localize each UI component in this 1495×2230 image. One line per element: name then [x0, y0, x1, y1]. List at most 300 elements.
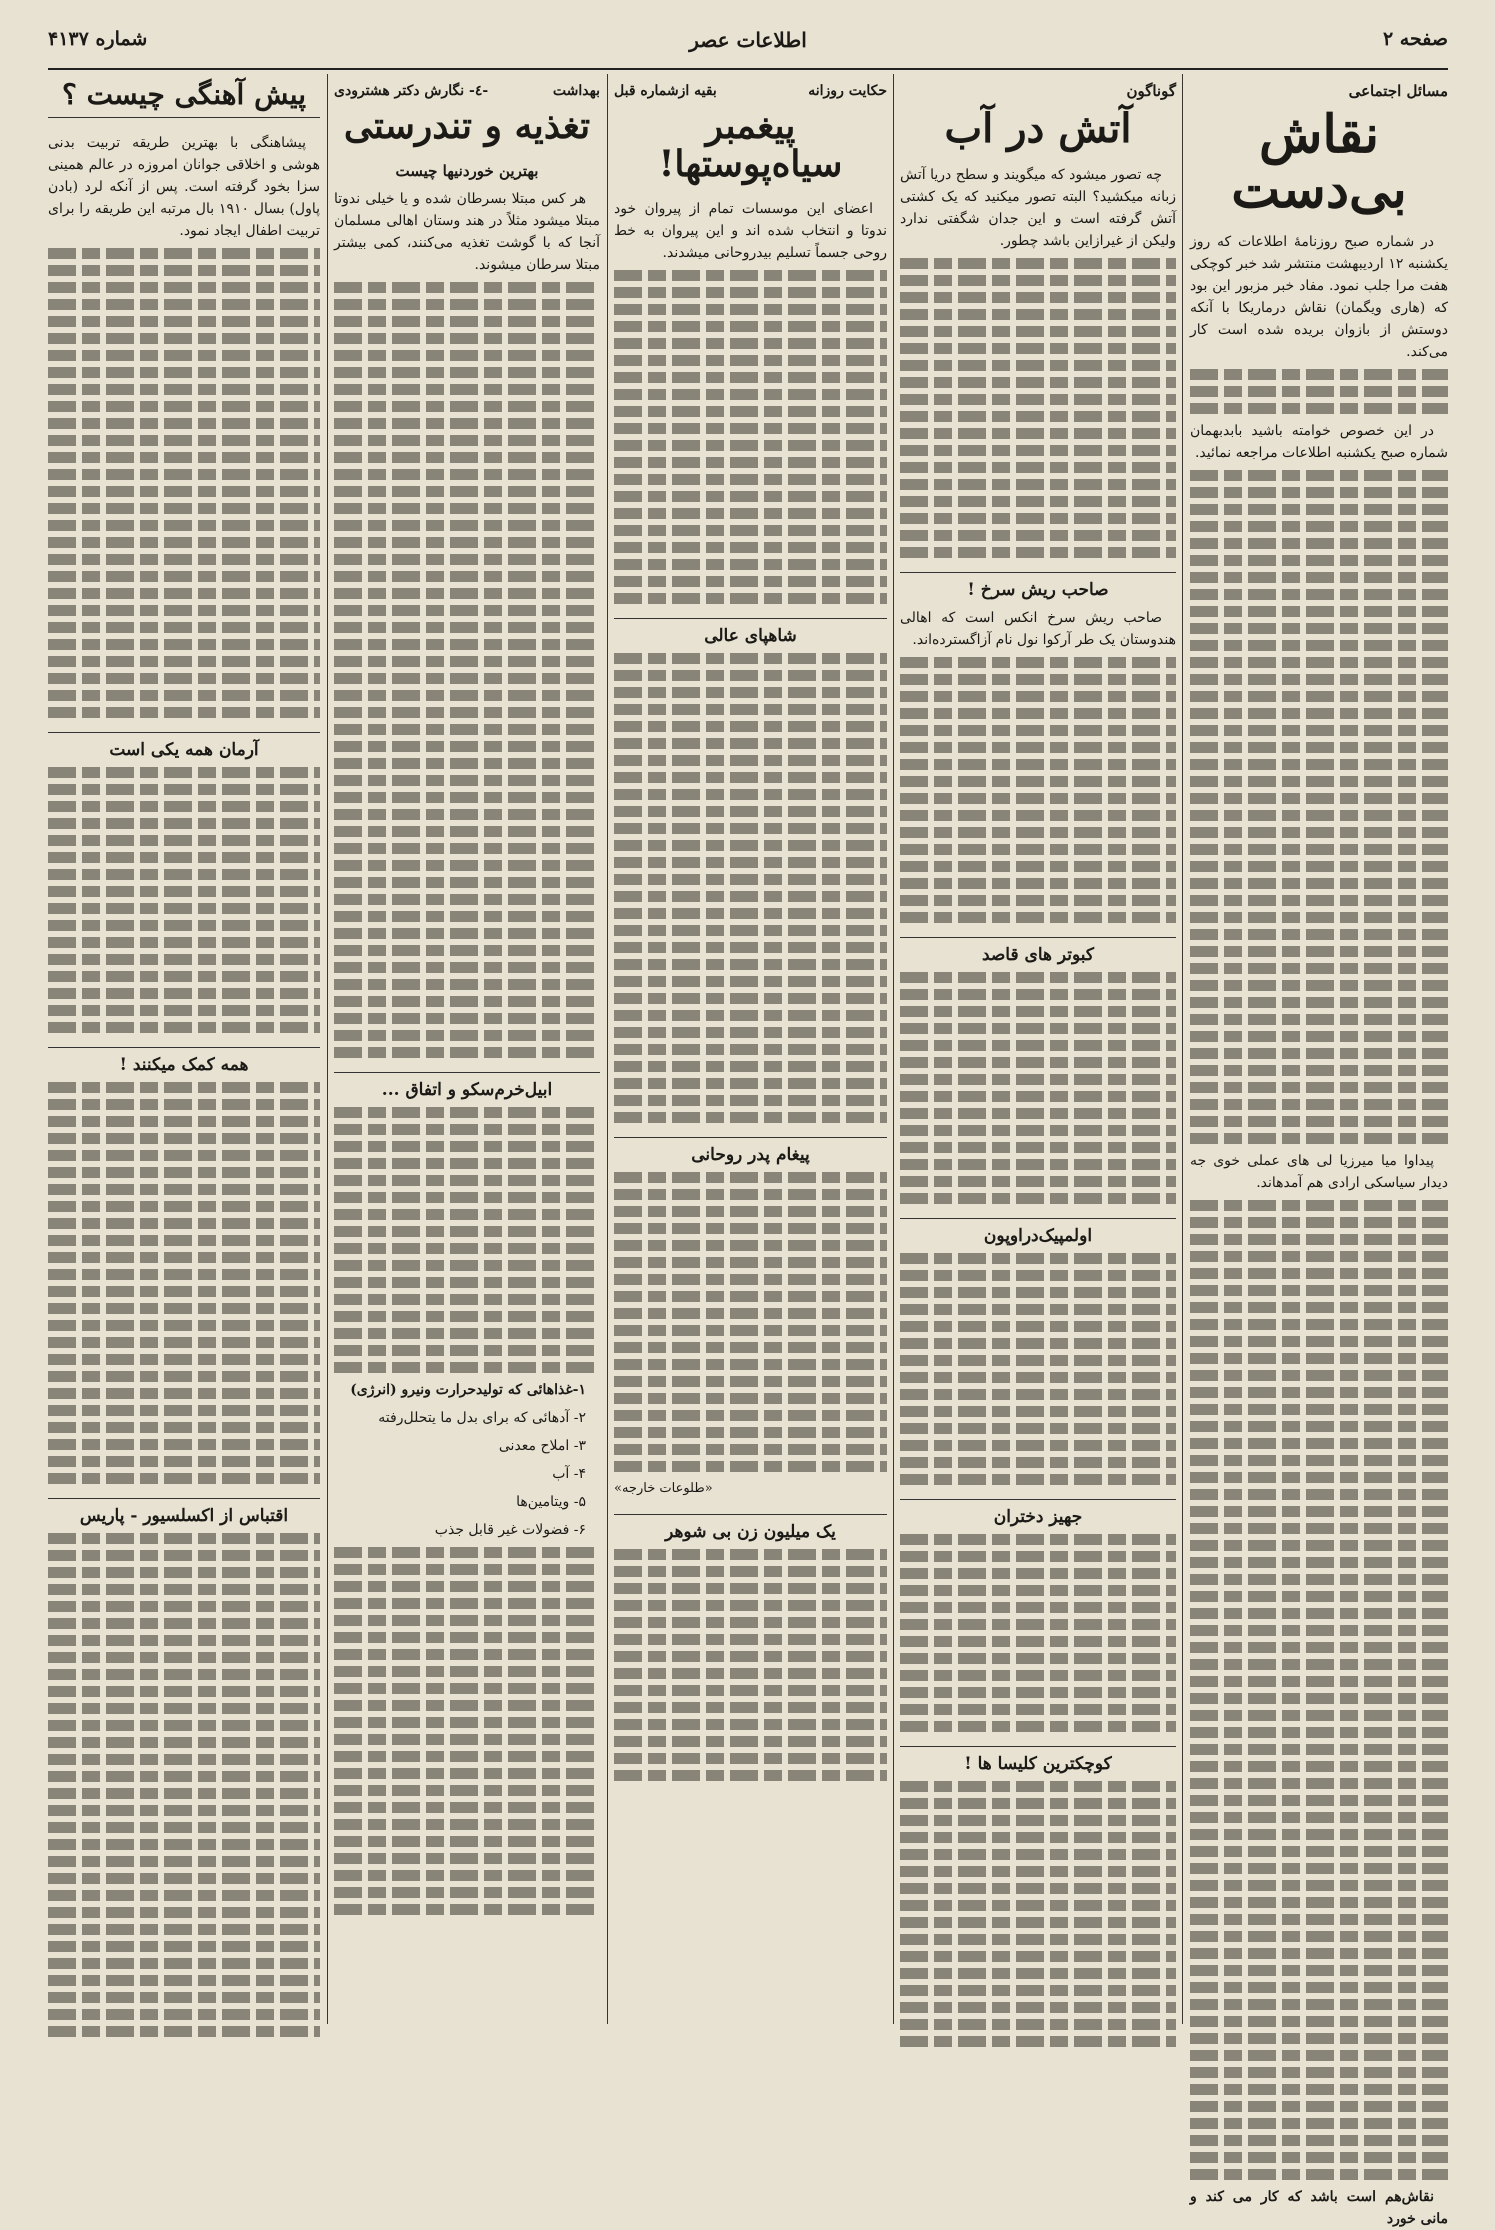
illegible-text — [1190, 1302, 1448, 1313]
illegible-text — [334, 1107, 600, 1118]
illegible-text — [1190, 1948, 1448, 1959]
illegible-text — [1190, 1557, 1448, 1568]
illegible-text — [900, 912, 1176, 923]
illegible-text — [48, 248, 320, 259]
illegible-text — [614, 687, 887, 698]
illegible-text — [614, 1061, 887, 1072]
illegible-text — [900, 1057, 1176, 1068]
illegible-text — [334, 1013, 600, 1024]
illegible-text — [334, 1277, 600, 1288]
illegible-text — [334, 724, 600, 735]
illegible-text — [614, 1078, 887, 1089]
illegible-text — [614, 704, 887, 715]
illegible-text — [900, 1193, 1176, 1204]
illegible-text — [334, 673, 600, 684]
illegible-text — [900, 275, 1176, 286]
illegible-text — [900, 972, 1176, 983]
section-kicker-row — [334, 80, 600, 102]
illegible-text — [614, 993, 887, 1004]
illegible-text — [900, 547, 1176, 558]
illegible-text — [48, 1924, 320, 1935]
illegible-text — [48, 1405, 320, 1416]
illegible-text — [614, 457, 887, 468]
illegible-text — [900, 1985, 1176, 1996]
illegible-text — [334, 1260, 600, 1271]
illegible-text — [900, 844, 1176, 855]
illegible-text — [1190, 1082, 1448, 1093]
illegible-text — [614, 1668, 887, 1679]
illegible-text — [334, 1141, 600, 1152]
illegible-text — [48, 971, 320, 982]
illegible-text — [334, 707, 600, 718]
illegible-text — [334, 1598, 600, 1609]
illegible-text — [334, 741, 600, 752]
illegible-text — [900, 1321, 1176, 1332]
illegible-text — [1190, 980, 1448, 991]
illegible-text — [1190, 2101, 1448, 2112]
illegible-text — [1190, 1319, 1448, 1330]
illegible-text — [614, 440, 887, 451]
illegible-text — [334, 350, 600, 361]
illegible-text — [614, 1189, 887, 1200]
illegible-text — [614, 542, 887, 553]
illegible-text — [48, 1907, 320, 1918]
illegible-text — [48, 1422, 320, 1433]
article-prophet-of-black-people — [614, 74, 887, 2029]
illegible-text — [1190, 589, 1448, 600]
illegible-text — [334, 1175, 600, 1186]
illegible-text — [334, 843, 600, 854]
closing-line: نقاش‌هم‌ است باشد که کار می کند و مانی‌ خورد — [1190, 2189, 1448, 2228]
illegible-text — [900, 1091, 1176, 1102]
illegible-text — [48, 886, 320, 897]
illegible-text — [614, 891, 887, 902]
paragraph: چه تصور میشود که میگویند و سطح دریا آتش زبانه میکشید؟ البته تصور میکنید که یک کشتی آتش گرفته است و این جدان شگفتی ندارد ولیکن از غیرازاین باشد چطور. — [900, 167, 1176, 249]
illegible-text — [1190, 1048, 1448, 1059]
illegible-text — [334, 435, 600, 446]
illegible-text — [334, 1717, 600, 1728]
column-rule — [607, 74, 608, 2024]
illegible-text — [334, 333, 600, 344]
illegible-text — [614, 1410, 887, 1421]
illegible-text — [48, 1371, 320, 1382]
headline: پیش آهنگی چیست ؟ — [48, 80, 320, 118]
illegible-text — [1190, 2118, 1448, 2129]
illegible-text — [614, 576, 887, 587]
illegible-text — [48, 265, 320, 276]
illegible-text — [48, 588, 320, 599]
illegible-text — [48, 350, 320, 361]
illegible-text — [334, 1904, 600, 1915]
illegible-text — [334, 1649, 600, 1660]
illegible-text — [614, 1308, 887, 1319]
illegible-text — [1190, 1897, 1448, 1908]
illegible-text — [1190, 504, 1448, 515]
illegible-text — [614, 372, 887, 383]
section-kicker-row — [614, 80, 887, 102]
subheading: همه کمک میکنند ! — [48, 1047, 320, 1076]
illegible-text — [900, 1917, 1176, 1928]
illegible-text — [48, 1303, 320, 1314]
illegible-text — [1190, 929, 1448, 940]
illegible-text — [48, 316, 320, 327]
illegible-text — [48, 384, 320, 395]
illegible-text — [614, 976, 887, 987]
illegible-text — [48, 1635, 320, 1646]
illegible-text — [900, 1440, 1176, 1451]
illegible-text — [900, 1832, 1176, 1843]
illegible-text — [1190, 572, 1448, 583]
illegible-text — [614, 1461, 887, 1472]
illegible-text — [334, 1547, 600, 1558]
illegible-text — [614, 874, 887, 885]
illegible-text — [614, 304, 887, 315]
illegible-text — [614, 1583, 887, 1594]
illegible-text — [1190, 1099, 1448, 1110]
illegible-text — [1190, 1829, 1448, 1840]
illegible-text — [1190, 895, 1448, 906]
illegible-text — [1190, 1659, 1448, 1670]
illegible-text — [1190, 403, 1448, 414]
illegible-text — [1190, 623, 1448, 634]
illegible-text — [900, 1423, 1176, 1434]
illegible-text — [334, 945, 600, 956]
illegible-text — [48, 1941, 320, 1952]
illegible-text — [1190, 657, 1448, 668]
illegible-text — [900, 1781, 1176, 1792]
illegible-text — [48, 852, 320, 863]
illegible-text — [614, 823, 887, 834]
illegible-text — [1190, 369, 1448, 380]
illegible-text — [900, 674, 1176, 685]
illegible-text — [900, 1406, 1176, 1417]
illegible-text — [614, 806, 887, 817]
illegible-text — [614, 1770, 887, 1781]
illegible-text — [900, 1934, 1176, 1945]
illegible-text — [48, 1320, 320, 1331]
page-label: صفحه ۲ — [1382, 28, 1448, 50]
illegible-text — [334, 486, 600, 497]
illegible-text — [614, 491, 887, 502]
illegible-text — [48, 1133, 320, 1144]
illegible-text — [1190, 538, 1448, 549]
illegible-text — [334, 1819, 600, 1830]
illegible-text — [1190, 912, 1448, 923]
illegible-text — [334, 537, 600, 548]
illegible-text — [334, 418, 600, 429]
illegible-text — [334, 401, 600, 412]
masthead — [48, 22, 1448, 70]
illegible-text — [334, 1853, 600, 1864]
illegible-text — [48, 1822, 320, 1833]
illegible-text — [48, 1116, 320, 1127]
illegible-text — [48, 1473, 320, 1484]
illegible-text — [334, 758, 600, 769]
illegible-text — [48, 1184, 320, 1195]
illegible-text — [334, 979, 600, 990]
illegible-text — [1190, 1676, 1448, 1687]
paragraph: اعضای این موسسات تمام از پیروان خود ندوتا و انتخاب شده اند و این پیروان به خط روحی جسماً تسلیم بیدروحانی میشدند. — [614, 200, 887, 261]
illegible-text — [48, 1992, 320, 2003]
illegible-text — [48, 1856, 320, 1867]
illegible-text — [614, 1206, 887, 1217]
section-kicker: مسائل اجتماعی — [1348, 82, 1448, 100]
illegible-text — [334, 588, 600, 599]
paragraph: هر کس مبتلا بسرطان شده و یا خیلی ندوتا مبتلا میشود مثلاً در هند وستان اهالی مسلمان آنجا که با گوشت تغذیه می‌کنند، کمی بیشتر مبتلا سرطان میشوند. — [334, 190, 600, 273]
illegible-text — [900, 1125, 1176, 1136]
illegible-text — [900, 258, 1176, 269]
illegible-text — [334, 554, 600, 565]
illegible-text — [1190, 2050, 1448, 2061]
illegible-text — [1190, 1846, 1448, 1857]
article-subtitle: بهترین خوردنیها چیست — [395, 161, 539, 180]
illegible-text — [48, 1567, 320, 1578]
illegible-text — [900, 1023, 1176, 1034]
illegible-text — [48, 903, 320, 914]
illegible-text — [900, 878, 1176, 889]
illegible-text — [614, 389, 887, 400]
illegible-text — [1190, 963, 1448, 974]
illegible-text — [614, 1753, 887, 1764]
illegible-text — [1190, 470, 1448, 481]
section-kicker: حکایت روزانه — [808, 83, 887, 99]
illegible-text — [48, 673, 320, 684]
illegible-text — [48, 1584, 320, 1595]
illegible-text — [48, 1388, 320, 1399]
illegible-text — [614, 908, 887, 919]
illegible-text — [900, 479, 1176, 490]
illegible-text — [48, 801, 320, 812]
illegible-text — [900, 657, 1176, 668]
illegible-text — [900, 708, 1176, 719]
paragraph: در این خصوص خوامته باشید بابدبهمان شماره صبح یکشنبه اطلاعات مراجعه نمائید. — [1190, 423, 1448, 462]
illegible-text — [1190, 2169, 1448, 2180]
illegible-text — [334, 928, 600, 939]
illegible-text — [614, 925, 887, 936]
illegible-text — [900, 1551, 1176, 1562]
illegible-text — [1190, 810, 1448, 821]
illegible-text — [334, 1209, 600, 1220]
illegible-text — [48, 1958, 320, 1969]
illegible-text — [334, 316, 600, 327]
illegible-text — [1190, 878, 1448, 889]
illegible-text — [48, 1286, 320, 1297]
illegible-text — [1190, 640, 1448, 651]
illegible-text — [48, 1022, 320, 1033]
illegible-text — [1190, 1404, 1448, 1415]
illegible-text — [334, 1751, 600, 1762]
illegible-text — [48, 1618, 320, 1629]
list-item: ۲- آدهائی که برای بدل ما یتحلل‌رفته — [378, 1409, 586, 1426]
illegible-text — [614, 1274, 887, 1285]
continued-note: بقیه ازشماره قبل — [614, 83, 717, 99]
column-rule — [1182, 74, 1183, 2024]
illegible-text — [48, 639, 320, 650]
illegible-text — [1190, 1065, 1448, 1076]
illegible-text — [334, 1328, 600, 1339]
illegible-text — [900, 530, 1176, 541]
illegible-text — [900, 1006, 1176, 1017]
illegible-text — [614, 1685, 887, 1696]
article-nutrition-and-health — [334, 74, 600, 2029]
illegible-text — [48, 1252, 320, 1263]
illegible-text — [614, 321, 887, 332]
article-what-is-scouting — [48, 74, 320, 2029]
illegible-text — [1190, 1200, 1448, 1211]
subheading: پیغام پدر روحانی — [614, 1137, 887, 1166]
illegible-text — [614, 1549, 887, 1560]
illegible-text — [614, 1736, 887, 1747]
illegible-text — [614, 1600, 887, 1611]
illegible-text — [334, 452, 600, 463]
illegible-text — [900, 1704, 1176, 1715]
section-kicker: گوناگون — [1126, 82, 1176, 100]
illegible-text — [334, 1581, 600, 1592]
illegible-text — [334, 1362, 600, 1373]
illegible-text — [334, 1047, 600, 1058]
illegible-text — [1190, 1387, 1448, 1398]
illegible-text — [334, 1564, 600, 1575]
illegible-text — [334, 1768, 600, 1779]
illegible-text — [614, 1719, 887, 1730]
illegible-text — [614, 338, 887, 349]
illegible-text — [48, 418, 320, 429]
illegible-text — [48, 622, 320, 633]
illegible-text — [1190, 1727, 1448, 1738]
illegible-text — [900, 776, 1176, 787]
illegible-text — [900, 1636, 1176, 1647]
illegible-text — [900, 1270, 1176, 1281]
illegible-text — [614, 670, 887, 681]
illegible-text — [900, 1815, 1176, 1826]
illegible-text — [614, 1702, 887, 1713]
illegible-text — [614, 406, 887, 417]
article-fire-in-water — [900, 74, 1176, 2029]
illegible-text — [1190, 2084, 1448, 2095]
illegible-text — [1190, 1540, 1448, 1551]
illegible-text — [48, 818, 320, 829]
subheading: اولمپیک‌دراوپون — [900, 1218, 1176, 1247]
illegible-text — [1190, 1863, 1448, 1874]
list-item: ۳- املاح معدنی — [498, 1437, 586, 1454]
illegible-text — [334, 1887, 600, 1898]
illegible-text — [48, 1771, 320, 1782]
list-item: ۴- آب — [552, 1465, 586, 1482]
illegible-text — [334, 605, 600, 616]
illegible-text — [900, 2019, 1176, 2030]
illegible-text — [614, 287, 887, 298]
illegible-text — [614, 1172, 887, 1183]
illegible-text — [334, 1683, 600, 1694]
illegible-text — [334, 826, 600, 837]
illegible-text — [334, 384, 600, 395]
illegible-text — [334, 639, 600, 650]
illegible-text — [614, 474, 887, 485]
illegible-text — [900, 309, 1176, 320]
illegible-text — [900, 1585, 1176, 1596]
subheading: یک میلیون زن بی شوهر — [614, 1514, 887, 1543]
illegible-text — [1190, 1880, 1448, 1891]
illegible-text — [1190, 1014, 1448, 1025]
headline: آتش در آب — [944, 105, 1132, 152]
illegible-text — [48, 1805, 320, 1816]
illegible-text — [1190, 1999, 1448, 2010]
illegible-text — [1190, 1031, 1448, 1042]
illegible-text — [1190, 691, 1448, 702]
illegible-text — [900, 1253, 1176, 1264]
illegible-text — [1190, 1455, 1448, 1466]
illegible-text — [614, 942, 887, 953]
illegible-text — [1190, 2016, 1448, 2027]
illegible-text — [614, 1617, 887, 1628]
illegible-text — [614, 593, 887, 604]
illegible-text — [334, 520, 600, 531]
illegible-text — [1190, 1472, 1448, 1483]
illegible-text — [900, 1687, 1176, 1698]
illegible-text — [334, 690, 600, 701]
illegible-text — [48, 1354, 320, 1365]
illegible-text — [334, 809, 600, 820]
illegible-text — [48, 1082, 320, 1093]
illegible-text — [900, 1304, 1176, 1315]
illegible-text — [900, 1798, 1176, 1809]
illegible-text — [48, 333, 320, 344]
illegible-text — [1190, 844, 1448, 855]
illegible-text — [614, 1240, 887, 1251]
illegible-text — [48, 1167, 320, 1178]
illegible-text — [614, 1257, 887, 1268]
illegible-text — [900, 742, 1176, 753]
illegible-text — [1190, 487, 1448, 498]
illegible-text — [48, 537, 320, 548]
illegible-text — [614, 1634, 887, 1645]
illegible-text — [900, 691, 1176, 702]
illegible-text — [1190, 606, 1448, 617]
illegible-text — [48, 869, 320, 880]
illegible-text — [48, 1839, 320, 1850]
list-item: ۶- فضولات غیر قابل جذب — [434, 1521, 586, 1538]
illegible-text — [1190, 386, 1448, 397]
illegible-text — [900, 1883, 1176, 1894]
illegible-text — [334, 1700, 600, 1711]
illegible-text — [1190, 1812, 1448, 1823]
illegible-text — [614, 653, 887, 664]
illegible-text — [334, 571, 600, 582]
illegible-text — [614, 559, 887, 570]
illegible-text — [1190, 1778, 1448, 1789]
illegible-text — [614, 355, 887, 366]
illegible-text — [900, 343, 1176, 354]
illegible-text — [1190, 1336, 1448, 1347]
illegible-text — [1190, 1625, 1448, 1636]
illegible-text — [48, 1686, 320, 1697]
illegible-text — [1190, 1642, 1448, 1653]
illegible-text — [48, 1439, 320, 1450]
illegible-text — [900, 1568, 1176, 1579]
illegible-text — [48, 1533, 320, 1544]
illegible-text — [48, 1005, 320, 1016]
illegible-text — [334, 367, 600, 378]
illegible-text — [614, 423, 887, 434]
illegible-text — [900, 428, 1176, 439]
subheading: صاحب ریش سرخ ! — [900, 572, 1176, 601]
illegible-text — [900, 1968, 1176, 1979]
illegible-text — [334, 894, 600, 905]
illegible-text — [1190, 946, 1448, 957]
illegible-text — [1190, 1795, 1448, 1806]
illegible-text — [48, 920, 320, 931]
illegible-text — [1190, 2135, 1448, 2146]
